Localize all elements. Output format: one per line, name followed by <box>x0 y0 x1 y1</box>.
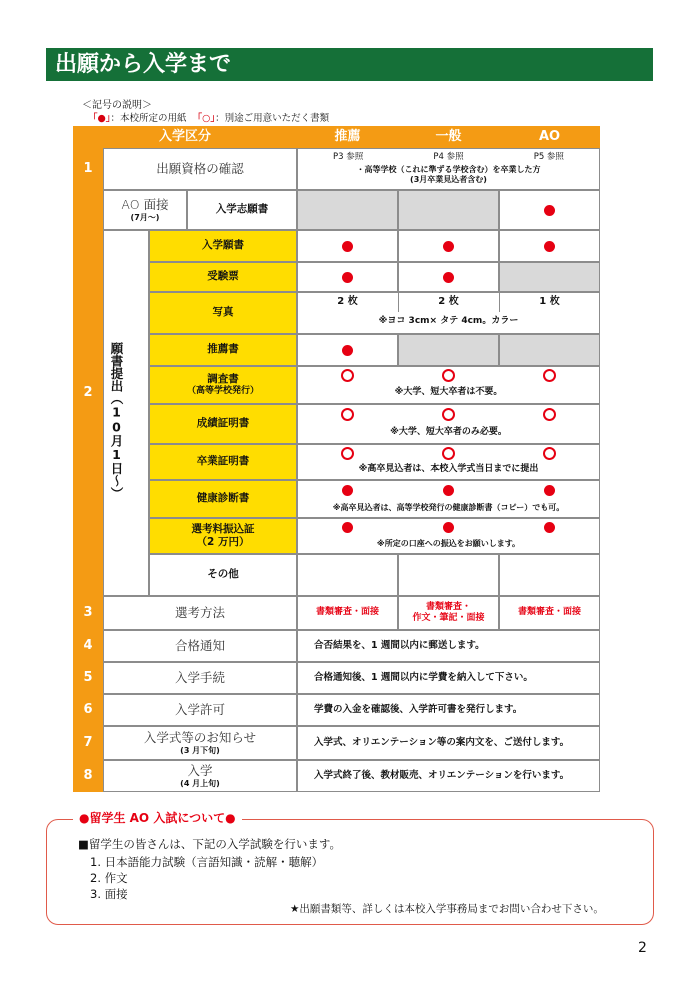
header-suisen: 推薦 <box>297 126 398 148</box>
survey-label: 調査書 <box>207 372 239 385</box>
intl-item2: 2. 作文 <box>90 871 128 885</box>
row1-number: 1 <box>73 148 103 190</box>
row3-ippan <box>398 596 499 630</box>
ao-interview-date: (7月〜) <box>130 212 160 222</box>
ring-mark <box>543 447 556 460</box>
other-ippan <box>398 554 499 596</box>
ao-interview-label: AO 面接 <box>121 197 169 213</box>
row3-number: 3 <box>73 596 103 630</box>
recommendation-suisen <box>297 334 398 366</box>
exam-ticket-ippan <box>398 262 499 292</box>
intl-note: ★出願書類等、詳しくは本校入学事務局までお問い合わせ下さい。 <box>290 903 604 915</box>
legend-dot-symbol: 「●」 <box>88 113 111 124</box>
photo-count-ao: 1 枚 <box>539 295 560 307</box>
row1-note1: ・高等学校（これに準ずる学校含む）を卒業した方 <box>356 164 541 174</box>
ring-mark <box>442 369 455 382</box>
ao-form-label: 入学志願書 <box>187 190 297 230</box>
dot-mark <box>443 241 454 252</box>
ring-mark <box>543 369 556 382</box>
dot-mark <box>544 522 555 533</box>
row3-ippan-line2: 作文・筆記・面接 <box>412 613 485 623</box>
photo-note: ※ヨコ 3cm× タテ 4cm。カラー <box>378 316 519 327</box>
item-survey <box>149 366 297 404</box>
row1-ref-ippan: P4 参照 <box>433 152 464 162</box>
row8-label-cell <box>103 760 297 792</box>
intl-item1: 1. 日本語能力試験（言語知識・読解・聴解） <box>90 855 324 869</box>
graduation-suisen <box>297 444 398 462</box>
health-suisen <box>297 480 398 500</box>
item-grades: 成績証明書 <box>149 404 297 444</box>
row2-number: 2 <box>73 190 103 596</box>
row8-number: 8 <box>73 760 103 792</box>
ring-mark <box>341 408 354 421</box>
vertical-label: 願書提出（10月1日〜） <box>109 342 124 500</box>
exam-ticket-suisen <box>297 262 398 292</box>
graduation-note: ※高卒見込者は、本校入学式当日までに提出 <box>358 464 539 475</box>
ao-form-suisen <box>297 190 398 230</box>
row4-label: 合格通知 <box>103 630 297 662</box>
dot-mark <box>443 485 454 496</box>
ring-mark <box>442 408 455 421</box>
row1-ref-ao: P5 参照 <box>533 152 564 162</box>
legend-ring-desc: ：別途ご用意いただく書類 <box>215 113 330 124</box>
dot-mark <box>342 272 353 283</box>
graduation-ippan <box>398 444 499 462</box>
health-note: ※高卒見込者は、高等学校発行の健康診断書（コピー）でも可。 <box>332 503 565 512</box>
item-fee <box>149 518 297 554</box>
row8-label: 入学 <box>187 763 213 779</box>
application-ao <box>499 230 600 262</box>
row6-label: 入学許可 <box>103 694 297 726</box>
row4-number: 4 <box>73 630 103 662</box>
ao-interview <box>103 190 187 230</box>
page-title: 出願から入学まで <box>46 48 653 81</box>
photo-count-suisen: 2 枚 <box>337 295 358 307</box>
legend-dot-desc: ：本校所定の用紙 <box>110 113 187 124</box>
survey-ao <box>499 366 600 384</box>
health-ao <box>499 480 600 500</box>
row7-text: 入学式、オリエンテーション等の案内文を、ご送付します。 <box>297 726 600 760</box>
ring-mark <box>543 408 556 421</box>
row7-sub: (3 月下旬) <box>180 745 220 755</box>
row3-ao: 書類審査・面接 <box>499 596 600 630</box>
item-photo: 写真 <box>149 292 297 334</box>
recommendation-ao <box>499 334 600 366</box>
other-suisen <box>297 554 398 596</box>
admission-flow-table <box>73 126 600 792</box>
header-category: 入学区分 <box>73 126 297 148</box>
page-number: 2 <box>638 940 647 956</box>
row3-label: 選考方法 <box>103 596 297 630</box>
row6-number: 6 <box>73 694 103 726</box>
legend-line <box>88 110 329 124</box>
item-health: 健康診断書 <box>149 480 297 518</box>
ao-form-ippan <box>398 190 499 230</box>
dot-mark <box>342 485 353 496</box>
dot-mark <box>342 241 353 252</box>
row1-ref-suisen: P3 参照 <box>333 152 364 162</box>
legend-ring-symbol: 「○」 <box>192 113 216 124</box>
graduation-ao <box>499 444 600 462</box>
photo-count-ippan: 2 枚 <box>438 295 459 307</box>
ring-mark <box>341 369 354 382</box>
health-ippan <box>398 480 499 500</box>
divider <box>398 292 399 312</box>
dot-mark <box>443 272 454 283</box>
recommendation-ippan <box>398 334 499 366</box>
dot-mark <box>342 522 353 533</box>
dot-mark <box>342 345 353 356</box>
item-graduation: 卒業証明書 <box>149 444 297 480</box>
intl-lead: ■留学生の皆さんは、下記の入学試験を行います。 <box>78 837 341 851</box>
ao-form-ao <box>499 190 600 230</box>
row1-content <box>297 148 600 190</box>
grades-ippan <box>398 404 499 424</box>
item-application: 入学願書 <box>149 230 297 262</box>
item-recommendation: 推薦書 <box>149 334 297 366</box>
survey-ippan <box>398 366 499 384</box>
survey-note: ※大学、短大卒者は不要。 <box>394 387 503 398</box>
row1-refs <box>298 149 599 163</box>
survey-sub: （高等学校発行） <box>186 385 259 396</box>
fee-label: 選考料振込証 <box>191 522 255 535</box>
row4-text: 合否結果を、1 週間以内に郵送します。 <box>297 630 600 662</box>
ring-mark <box>442 447 455 460</box>
ring-mark <box>341 447 354 460</box>
application-ippan <box>398 230 499 262</box>
row5-text: 合格通知後、1 週間以内に学費を納入して下さい。 <box>297 662 600 694</box>
row1-label: 出願資格の確認 <box>103 148 297 190</box>
fee-ippan <box>398 518 499 536</box>
row5-number: 5 <box>73 662 103 694</box>
divider <box>499 292 500 312</box>
item-other: その他 <box>149 554 297 596</box>
item-exam-ticket: 受験票 <box>149 262 297 292</box>
dot-mark <box>544 205 555 216</box>
row7-number: 7 <box>73 726 103 760</box>
intl-item3: 3. 面接 <box>90 887 128 901</box>
exam-ticket-ao <box>499 262 600 292</box>
row6-text: 学費の入金を確認後、入学許可書を発行します。 <box>297 694 600 726</box>
other-ao <box>499 554 600 596</box>
row3-ippan-line1: 書類審査・ <box>425 601 471 612</box>
dot-mark <box>544 485 555 496</box>
intl-title: ●留学生 AO 入試について● <box>73 809 242 826</box>
row3-suisen: 書類審査・面接 <box>297 596 398 630</box>
application-suisen <box>297 230 398 262</box>
row7-label-cell <box>103 726 297 760</box>
fee-note: ※所定の口座への振込をお願いします。 <box>376 539 521 548</box>
row8-sub: (4 月上旬) <box>180 778 220 788</box>
dot-mark <box>443 522 454 533</box>
grades-suisen <box>297 404 398 424</box>
fee-ao <box>499 518 600 536</box>
header-ippan: 一般 <box>398 126 499 148</box>
header-ao: AO <box>499 126 600 148</box>
fee-suisen <box>297 518 398 536</box>
grades-note: ※大学、短大卒者のみ必要。 <box>390 427 507 438</box>
legend-title: ＜記号の説明＞ <box>82 100 152 111</box>
row8-text: 入学式終了後、教材販売、オリエンテーションを行います。 <box>297 760 600 792</box>
row1-note2: (3月卒業見込者含む) <box>410 174 487 184</box>
fee-amount: （2 万円） <box>196 536 250 548</box>
survey-suisen <box>297 366 398 384</box>
row5-label: 入学手続 <box>103 662 297 694</box>
row7-label: 入学式等のお知らせ <box>143 730 257 746</box>
dot-mark <box>544 241 555 252</box>
grades-ao <box>499 404 600 424</box>
